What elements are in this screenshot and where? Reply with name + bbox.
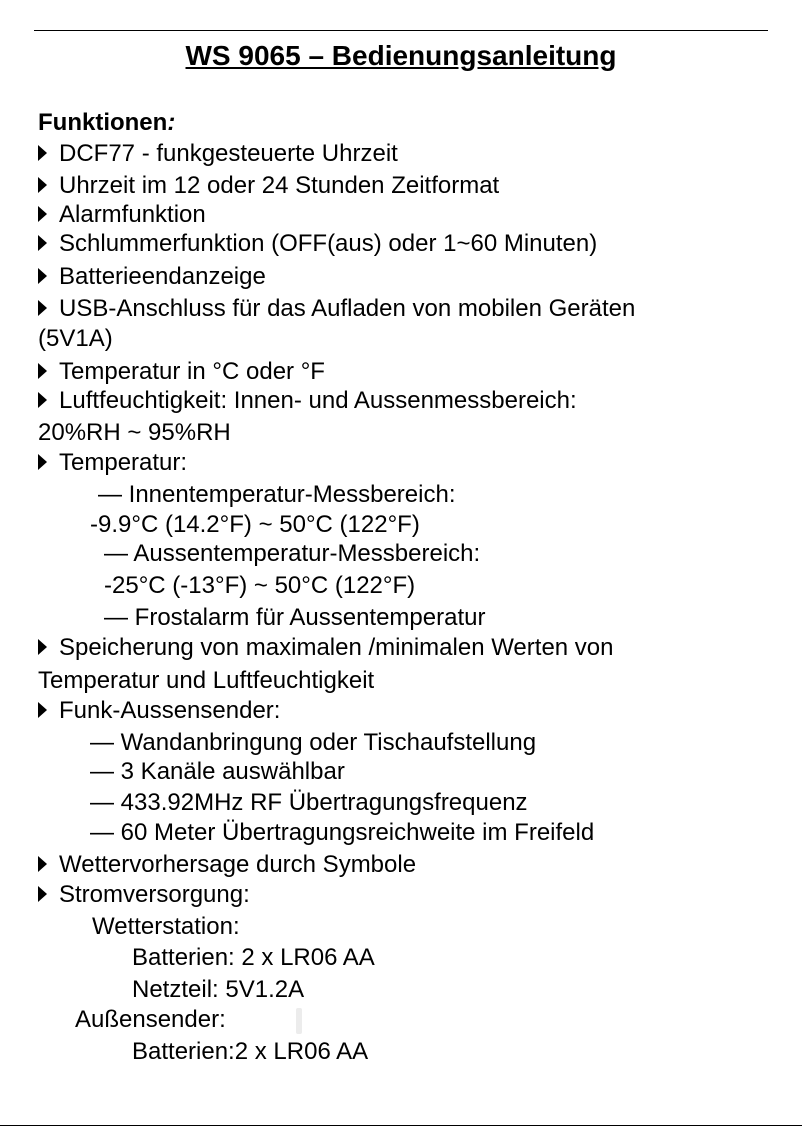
feature-item: Temperatur: [38, 449, 187, 477]
bullet-arrow-icon [38, 392, 47, 408]
power-group-label: Wetterstation: [92, 913, 240, 940]
sub-item: — Wandanbringung oder Tischaufstellung [90, 729, 537, 756]
sub-item: — 60 Meter Übertragungsreichweite im Freifeld [90, 819, 595, 846]
feature-item: Stromversorgung: [38, 881, 250, 909]
feature-item: Wettervorhersage durch Symbole [38, 851, 416, 879]
section-heading-label: Funktionen [38, 109, 168, 136]
bullet-arrow-icon [38, 268, 47, 284]
power-group-label: Außensender: [75, 1006, 226, 1033]
bullet-arrow-icon [38, 145, 47, 161]
bullet-arrow-icon [38, 206, 47, 222]
power-spec: Batterien: 2 x LR06 AA [132, 944, 375, 971]
feature-item: Uhrzeit im 12 oder 24 Stunden Zeitformat [38, 172, 499, 200]
sub-item: — 3 Kanäle auswählbar [90, 758, 345, 785]
feature-item: DCF77 - funkgesteuerte Uhrzeit [38, 140, 398, 168]
feature-item: Luftfeuchtigkeit: Innen- und Aussenmessbereich: [38, 387, 577, 415]
page-title: WS 9065 – Bedienungsanleitung [185, 40, 617, 71]
sub-item: — 433.92MHz RF Übertragungsfrequenz [90, 789, 528, 816]
sub-item: — Innentemperatur-Messbereich: [98, 481, 456, 508]
feature-item: USB-Anschluss für das Aufladen von mobilen Geräten [38, 295, 635, 323]
power-spec: Netzteil: 5V1.2A [132, 976, 305, 1003]
feature-item: Batterieendanzeige [38, 263, 266, 291]
feature-item: Schlummerfunktion (OFF(aus) oder 1~60 Minuten) [38, 230, 597, 258]
scan-mark [296, 1008, 302, 1034]
bottom-rule [0, 1125, 802, 1126]
bullet-arrow-icon [38, 639, 47, 655]
feature-item: Funk-Aussensender: [38, 697, 280, 725]
feature-item: Speicherung von maximalen /minimalen Werten von [38, 634, 614, 662]
bullet-arrow-icon [38, 856, 47, 872]
bullet-arrow-icon [38, 177, 47, 193]
bullet-arrow-icon [38, 454, 47, 470]
sub-item-value: -9.9°C (14.2°F) ~ 50°C (122°F) [90, 511, 420, 538]
top-rule [34, 30, 768, 31]
bullet-arrow-icon [38, 235, 47, 251]
section-heading [38, 109, 175, 137]
section-heading-colon: : [167, 109, 176, 136]
sub-item: — Frostalarm für Aussentemperatur [104, 604, 486, 631]
sub-item: — Aussentemperatur-Messbereich: [104, 540, 481, 567]
feature-item-continuation: (5V1A) [38, 325, 113, 352]
feature-item: Alarmfunktion [38, 201, 206, 229]
bullet-arrow-icon [38, 886, 47, 902]
bullet-arrow-icon [38, 702, 47, 718]
bullet-arrow-icon [38, 363, 47, 379]
sub-item-value: -25°C (-13°F) ~ 50°C (122°F) [104, 572, 416, 599]
feature-item-continuation: 20%RH ~ 95%RH [38, 419, 231, 446]
power-spec: Batterien:2 x LR06 AA [132, 1038, 369, 1065]
bullet-arrow-icon [38, 300, 47, 316]
feature-item-continuation: Temperatur und Luftfeuchtigkeit [38, 667, 375, 694]
feature-item: Temperatur in °C oder °F [38, 358, 325, 386]
